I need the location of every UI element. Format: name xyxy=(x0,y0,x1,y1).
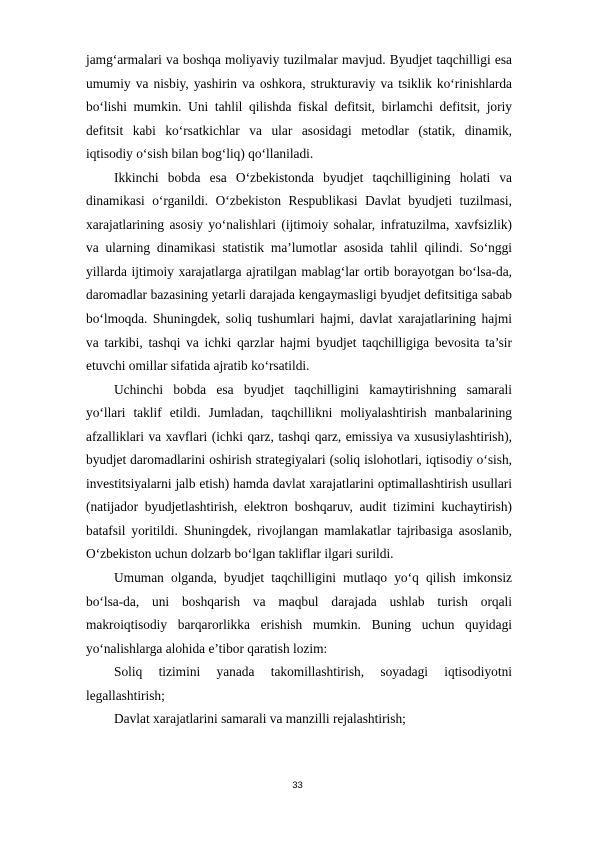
list-item-state-expenditure: Davlat xarajatlarini samarali va manzilli rejalashtirish; xyxy=(114,711,406,727)
paragraph-third-chapter: Uchinchi bobda esa byudjet taqchilligini kamaytirishning samarali yo‘llari taklif etildi. Jumladan, taqchillikni moliyalashtirish manbalarining afzalliklari va xavflari (ichki qarz, tashqi qarz, emissiya va xususiylashtirish), byudjet daromadlarini oshirish strategiyalari (soliq islohotlari, iqtisodiy o‘sish, investitsiyalarni jalb etish) hamda davlat xarajatlarini optimallashtirish usullari (natijador byudjetlashtirish, elektron boshqaruv, audit tizimini kuchaytirish) batafsil yoritildi. Shuningdek, rivojlangan mamlakatlar tajribasiga asoslanib, O‘zbekiston uchun dolzarb bo‘lgan takliflar ilgari surildi. xyxy=(86,381,512,562)
body-text xyxy=(86,48,512,731)
paragraph-second-chapter: Ikkinchi bobda esa O‘zbekistonda byudjet taqchilligining holati va dinamikasi o‘rganildi. O‘zbekiston Respublikasi Davlat byudjeti tuzilmasi, xarajatlarining asosiy yo‘nalishlari (ijtimoiy sohalar, infratuzilma, xavfsizlik) va ularning dinamikasi statistik ma’lumotlar asosida tahlil qilindi. So‘nggi yillarda ijtimoiy xarajatlarga ajratilgan mablag‘lar ortib borayotgan bo‘lsa-da, daromadlar bazasining yetarli darajada kengaymasligi byudjet defitsitiga sabab bo‘lmoqda. Shuningdek, soliq tushumlari hajmi, davlat xarajatlarining hajmi va tarkibi, tashqi va ichki qarzlar hajmi byudjet taqchilligiga bevosita ta’sir etuvchi omillar sifatida ajratib ko‘rsatildi. xyxy=(86,169,512,374)
paragraph-continuation: jamg‘armalari va boshqa moliyaviy tuzilmalar mavjud. Byudjet taqchilligi esa umumiy va nisbiy, yashirin va oshkora, strukturaviy va tsiklik ko‘rinishlarda bo‘lishi mumkin. Uni tahlil qilishda fiskal defitsit, birlamchi defitsit, joriy defitsit kabi ko‘rsatkichlar va ular asosidagi metodlar (statik, dinamik, iqtisodiy o‘sish bilan bog‘liq) qo‘llaniladi. xyxy=(86,52,512,162)
page-number: 33 xyxy=(292,780,303,791)
paragraph-conclusion: Umuman olganda, byudjet taqchilligini mutlaqo yo‘q qilish imkonsiz bo‘lsa-da, uni boshqarish va maqbul darajada ushlab turish orqali makroiqtisodiy barqarorlikka erishish mumkin. Buning uchun quyidagi yo‘nalishlarga alohida e’tibor qaratish lozim: xyxy=(86,570,512,656)
list-item-tax-system: Soliq tizimini yanada takomillashtirish, soyadagi iqtisodiyotni legallashtirish; xyxy=(86,664,512,703)
